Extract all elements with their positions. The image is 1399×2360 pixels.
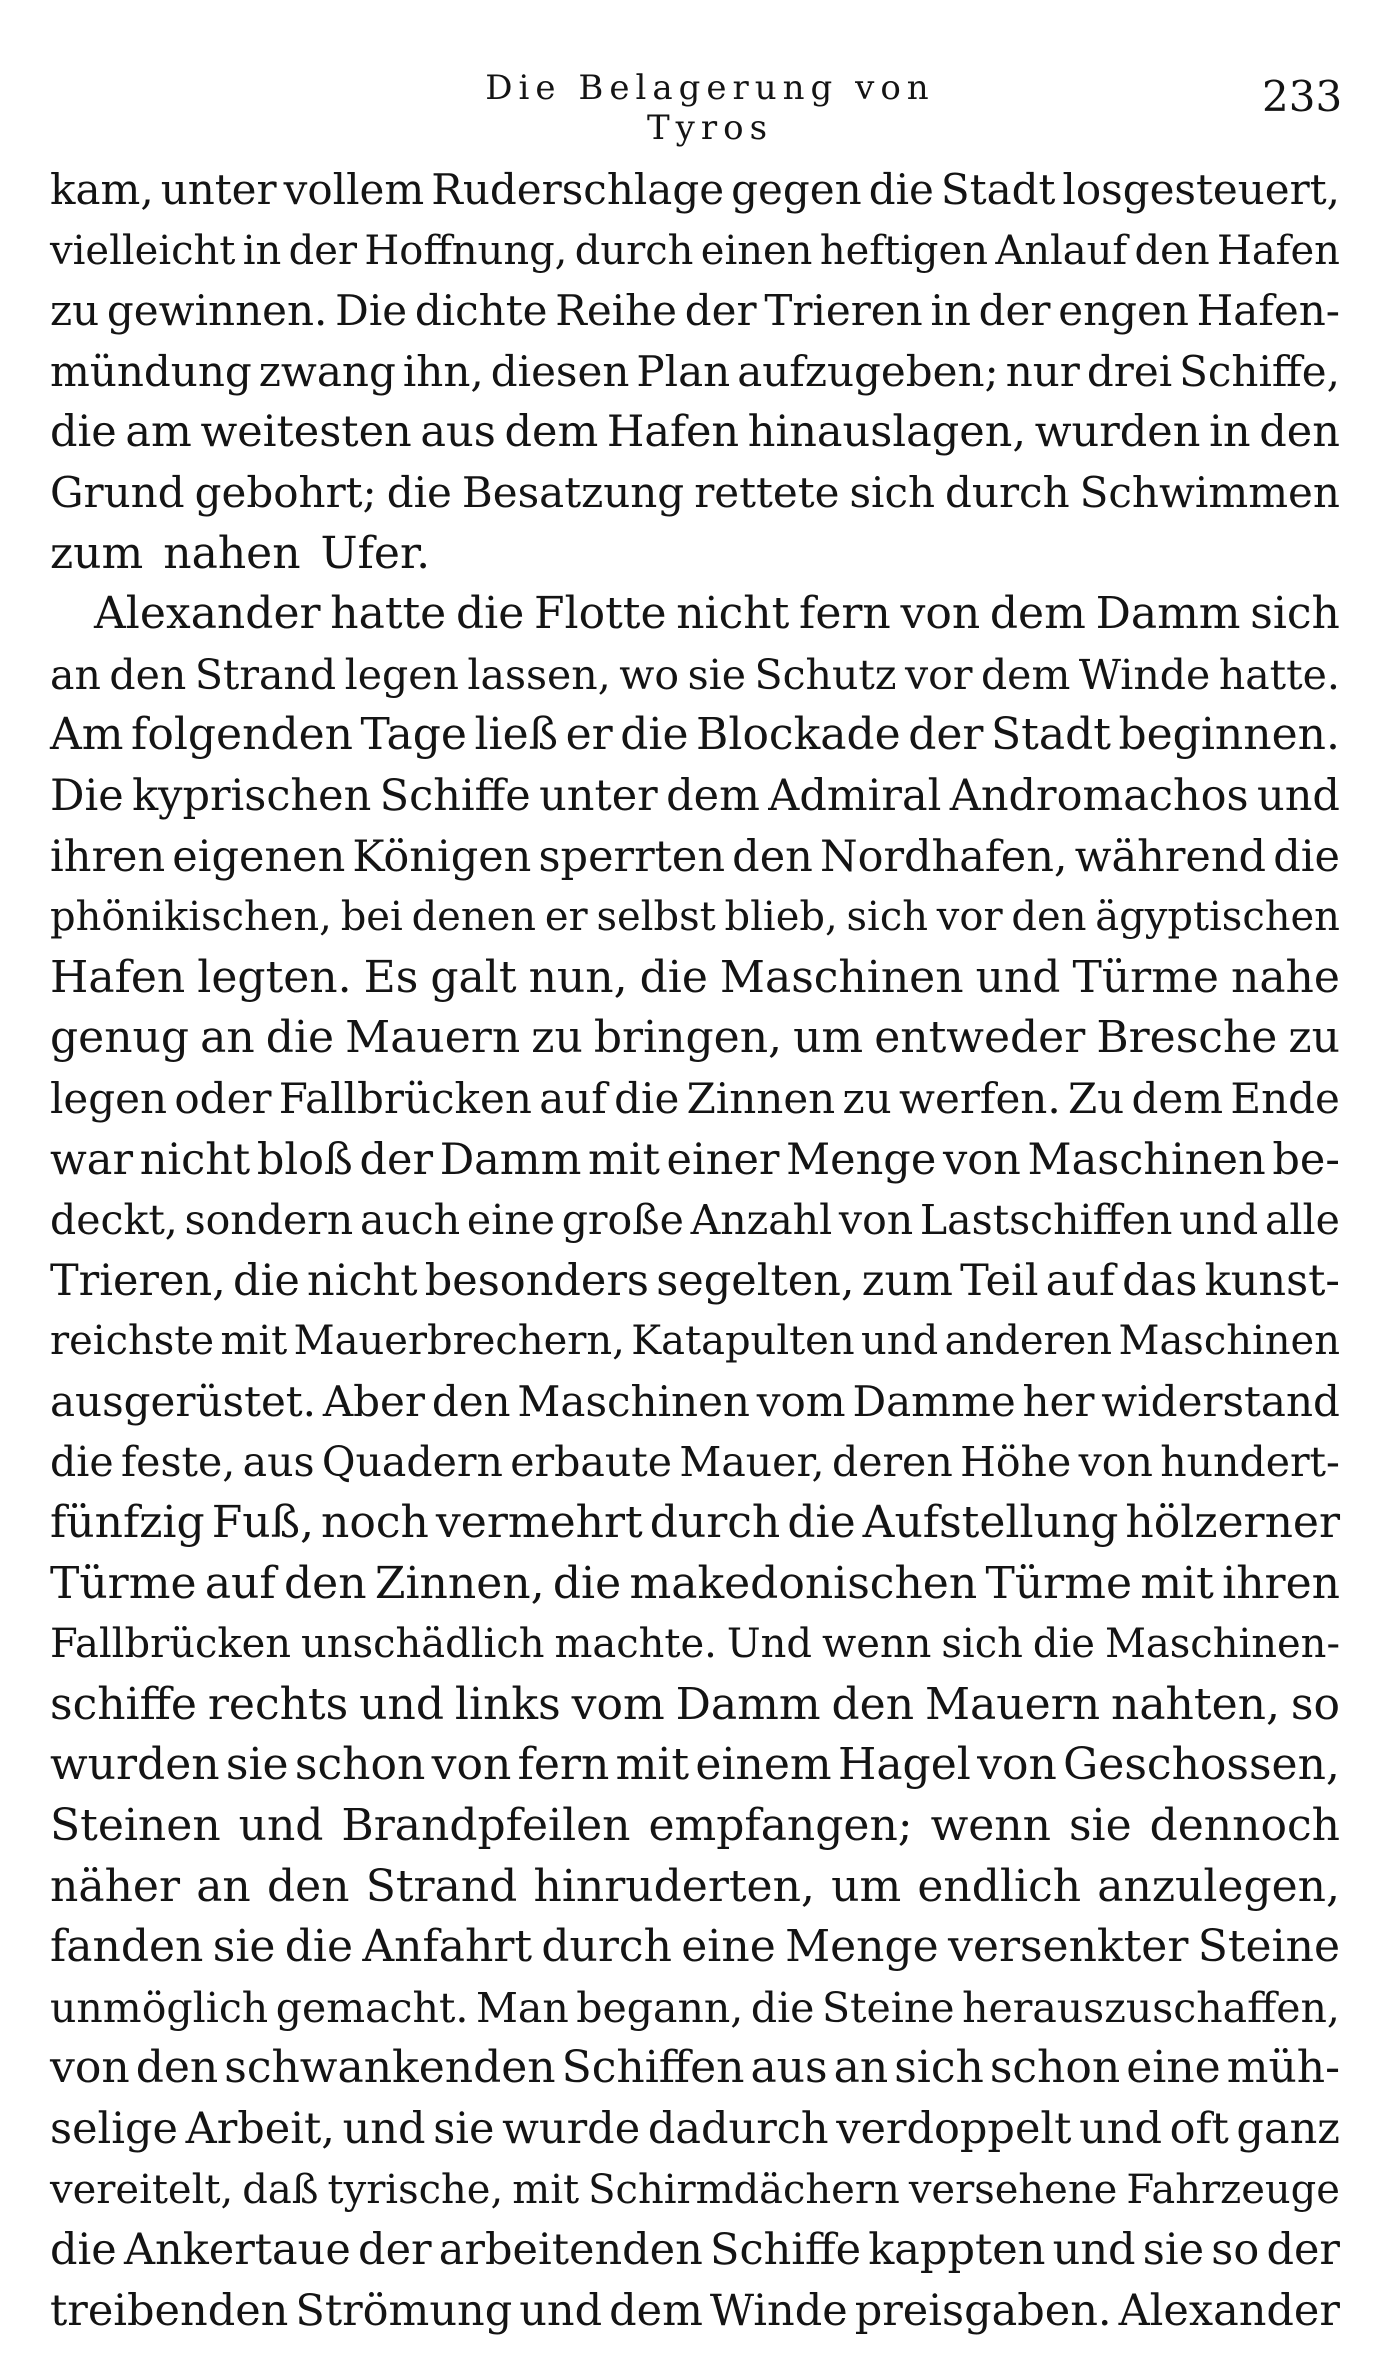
text-line: deckt, sondern auch eine große Anzahl von Lastschiffen und alle — [50, 1196, 1340, 1245]
text-line: unmöglich gemacht. Man begann, die Steine herauszuschaffen, — [50, 1983, 1340, 2032]
text-line: ausgerüstet. Aber den Maschinen vom Damme her widerstand — [50, 1376, 1340, 1426]
text-line: die am weitesten aus dem Hafen hinauslagen, wurden in den — [50, 407, 1340, 458]
text-line: Grund gebohrt; die Besatzung rettete sich durch Schwimmen — [50, 467, 1340, 517]
text-line: die Ankertaue der arbeitenden Schiffe kappten und sie so der — [50, 2225, 1340, 2276]
text-line: von den schwankenden Schiffen aus an sich schon eine müh- — [50, 2042, 1340, 2094]
text-line: fünfzig Fuß, noch vermehrt durch die Aufstellung hölzerner — [50, 1497, 1340, 1549]
running-header-title: Die Belagerung von Tyros — [485, 68, 935, 148]
text-line: Trieren, die nicht besonders segelten, zum Teil auf das kunst- — [50, 1255, 1340, 1306]
text-line: näher an den Strand hinruderten, um endlich anzulegen, — [50, 1860, 1340, 1912]
text-line: treibenden Strömung und dem Winde preisgaben. Alexander — [50, 2285, 1340, 2336]
text-line: selige Arbeit, und sie wurde dadurch verdoppelt und oft ganz — [50, 2104, 1340, 2154]
text-line: vielleicht in der Hoffnung, durch einen heftigen Anlauf den Hafen — [50, 227, 1340, 274]
page-number: 233 — [1262, 72, 1343, 121]
text-line: Alexander hatte die Flotte nicht fern von dem Damm sich — [94, 588, 1340, 640]
text-line: Die kyprischen Schiffe unter dem Admiral Andromachos und — [50, 770, 1340, 821]
text-line: zum nahen Ufer. — [50, 527, 431, 579]
text-line: phönikischen, bei denen er selbst blieb, sich vor den ägyptischen — [50, 894, 1340, 941]
text-line: ihren eigenen Königen sperrten den Nordhafen, während die — [50, 831, 1340, 882]
text-line: vereitelt, daß tyrische, mit Schirmdächern versehene Fahrzeuge — [50, 2166, 1340, 2213]
text-line: kam, unter vollem Ruderschlage gegen die Stadt losgesteuert, — [50, 165, 1340, 214]
body-text — [50, 160, 1340, 2341]
text-line: genug an die Mauern zu bringen, um entweder Bresche zu — [50, 1012, 1340, 1064]
text-line: zu gewinnen. Die dichte Reihe der Trieren in der engen Hafen- — [50, 286, 1340, 336]
text-line: Hafen legten. Es galt nun, die Maschinen und Türme nahe — [50, 951, 1340, 1003]
text-line: fanden sie die Anfahrt durch eine Menge versenkter Steine — [50, 1921, 1340, 1973]
text-line: Fallbrücken unschädlich machte. Und wenn sich die Maschinen- — [50, 1621, 1340, 1668]
text-line: Am folgenden Tage ließ er die Blockade der Stadt beginnen. — [50, 709, 1340, 761]
text-line: schiffe rechts und links vom Damm den Mauern nahten, so — [50, 1678, 1340, 1730]
text-line: die feste, aus Quadern erbaute Mauer, deren Höhe von hundert- — [50, 1438, 1340, 1487]
text-line: Steinen und Brandpfeilen empfangen; wenn sie dennoch — [50, 1800, 1340, 1852]
text-line: an den Strand legen lassen, wo sie Schutz vor dem Winde hatte. — [50, 650, 1340, 699]
text-line: wurden sie schon von fern mit einem Hagel von Geschossen, — [50, 1739, 1340, 1791]
text-line: mündung zwang ihn, diesen Plan aufzugeben; nur drei Schiffe, — [50, 346, 1340, 396]
text-line: reichste mit Mauerbrechern, Katapulten und anderen Maschinen — [50, 1318, 1340, 1365]
text-line: Türme auf den Zinnen, die makedonischen Türme mit ihren — [50, 1557, 1340, 1609]
text-line: war nicht bloß der Damm mit einer Menge von Maschinen be- — [50, 1134, 1340, 1185]
text-line: legen oder Fallbrücken auf die Zinnen zu werfen. Zu dem Ende — [50, 1073, 1340, 1123]
